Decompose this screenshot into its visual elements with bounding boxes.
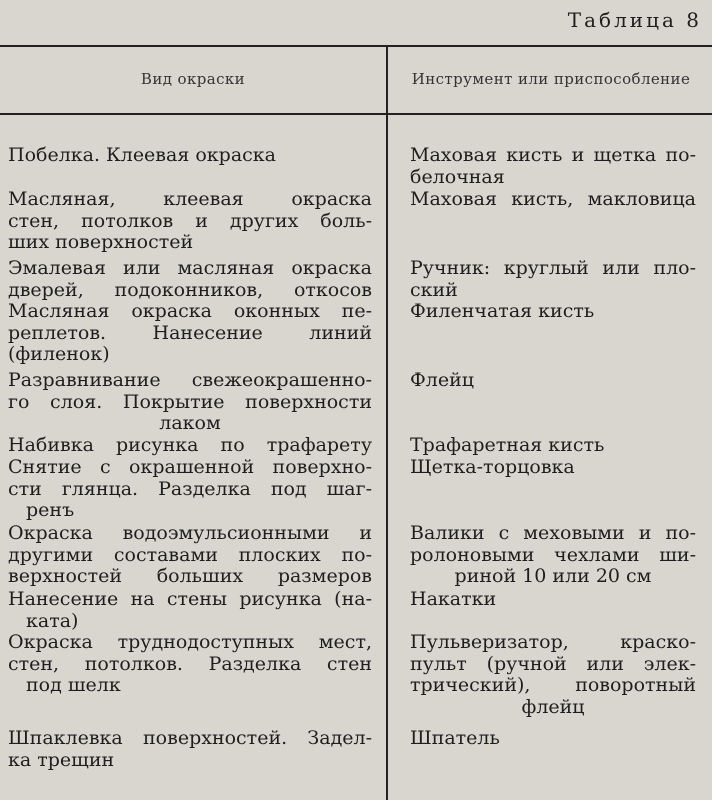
table-row-paint-type-7 — [8, 457, 372, 522]
table-row-paint-type-8 — [8, 523, 372, 588]
table-row-tool-10 — [410, 632, 696, 718]
table-row-paint-type-6 — [8, 435, 372, 457]
cell-line: Маховая кисть и щетка по- — [410, 144, 696, 166]
table-row-tool-4 — [410, 301, 696, 323]
cell-line: трический), поворотный — [410, 674, 696, 696]
cell-line: Валики с меховыми и по- — [410, 522, 696, 544]
cell-line: Шпатель — [410, 727, 500, 749]
cell-line: Пульверизатор, краско- — [410, 631, 696, 653]
cell-line: Масляная окраска оконных пе- — [8, 300, 372, 322]
cell-line: Набивка рисунка по трафарету — [8, 434, 372, 456]
cell-line: ренъ — [26, 499, 75, 521]
table-row-paint-type-9 — [8, 589, 372, 632]
table-top-rule — [0, 45, 712, 47]
table-row-tool-7 — [410, 457, 696, 479]
cell-line: Снятие с окрашенной поверхно- — [8, 456, 372, 478]
table-row-paint-type-5 — [8, 370, 372, 435]
cell-line: Флейц — [410, 369, 474, 391]
cell-line: сти глянца. Разделка под шаг- — [8, 477, 372, 500]
column-header-paint-type: Вид окраски — [140, 70, 246, 88]
cell-line: Ручник: круглый или пло- — [410, 257, 696, 279]
cell-line: Нанесение на стены рисунка (на- — [8, 588, 372, 610]
cell-line: флейц — [521, 695, 585, 718]
cell-line: ский — [410, 278, 458, 301]
cell-line: Накатки — [410, 588, 497, 610]
cell-line: пульт (ручной или элек- — [410, 652, 696, 675]
cell-line: Окраска труднодоступных мест, — [8, 631, 372, 653]
cell-line: лаком — [159, 412, 221, 434]
cell-line: стен, потолков. Разделка стен — [8, 652, 372, 675]
table-row-tool-3 — [410, 258, 696, 301]
cell-line: (филенок) — [8, 343, 110, 365]
cell-line: ка трещин — [8, 748, 115, 771]
cell-line: ших поверхностей — [8, 231, 194, 253]
cell-line: Щетка-торцовка — [410, 456, 575, 478]
cell-line: Побелка. Клеевая окраска — [8, 144, 277, 166]
table-row-tool-6 — [410, 435, 696, 457]
cell-line: под шелк — [26, 674, 121, 696]
cell-line: Эмалевая или масляная окраска — [8, 257, 372, 279]
cell-line: другими составами плоских по- — [8, 543, 372, 566]
table-row-tool-8 — [410, 523, 696, 588]
cell-line: дверей, подоконников, откосов — [8, 278, 372, 301]
cell-line: Филенчатая кисть — [410, 300, 595, 322]
column-divider — [386, 45, 388, 800]
table-row-tool-9 — [410, 589, 696, 611]
table-row-paint-type-3 — [8, 258, 372, 301]
table-row-paint-type-1 — [8, 145, 372, 167]
table-row-tool-11 — [410, 728, 696, 750]
table-row-tool-1 — [410, 145, 696, 188]
cell-line: Разравнивание свежеокрашенно- — [8, 369, 372, 391]
column-header-tool: Инструмент или приспособление — [411, 70, 691, 88]
cell-line: стен, потолков и других боль- — [8, 209, 372, 232]
table-row-paint-type-10 — [8, 632, 372, 697]
cell-line: Масляная, клеевая окраска — [8, 188, 372, 210]
table-row-paint-type-11 — [8, 728, 372, 771]
table-row-tool-5 — [410, 370, 696, 392]
cell-line: Трафаретная кисть — [410, 434, 605, 456]
cell-line: Окраска водоэмульсионными и — [8, 522, 372, 544]
cell-line: го слоя. Покрытие поверхности — [8, 390, 372, 413]
table-row-paint-type-4 — [8, 301, 372, 366]
table-row-paint-type-2 — [8, 189, 372, 254]
cell-line: Маховая кисть, макловица — [410, 188, 696, 210]
cell-line: белочная — [410, 165, 505, 188]
cell-line: верхностей больших размеров — [8, 565, 372, 587]
cell-line: реплетов. Нанесение линий — [8, 321, 372, 344]
table-caption: Таблица 8 — [567, 8, 702, 32]
cell-line: риной 10 или 20 см — [454, 565, 652, 587]
cell-line: ролоновыми чехлами ши- — [410, 543, 696, 566]
cell-line: ката) — [26, 609, 79, 632]
cell-line: Шпаклевка поверхностей. Задел- — [8, 727, 372, 749]
header-bottom-rule — [0, 113, 712, 115]
table-row-tool-2 — [410, 189, 696, 211]
